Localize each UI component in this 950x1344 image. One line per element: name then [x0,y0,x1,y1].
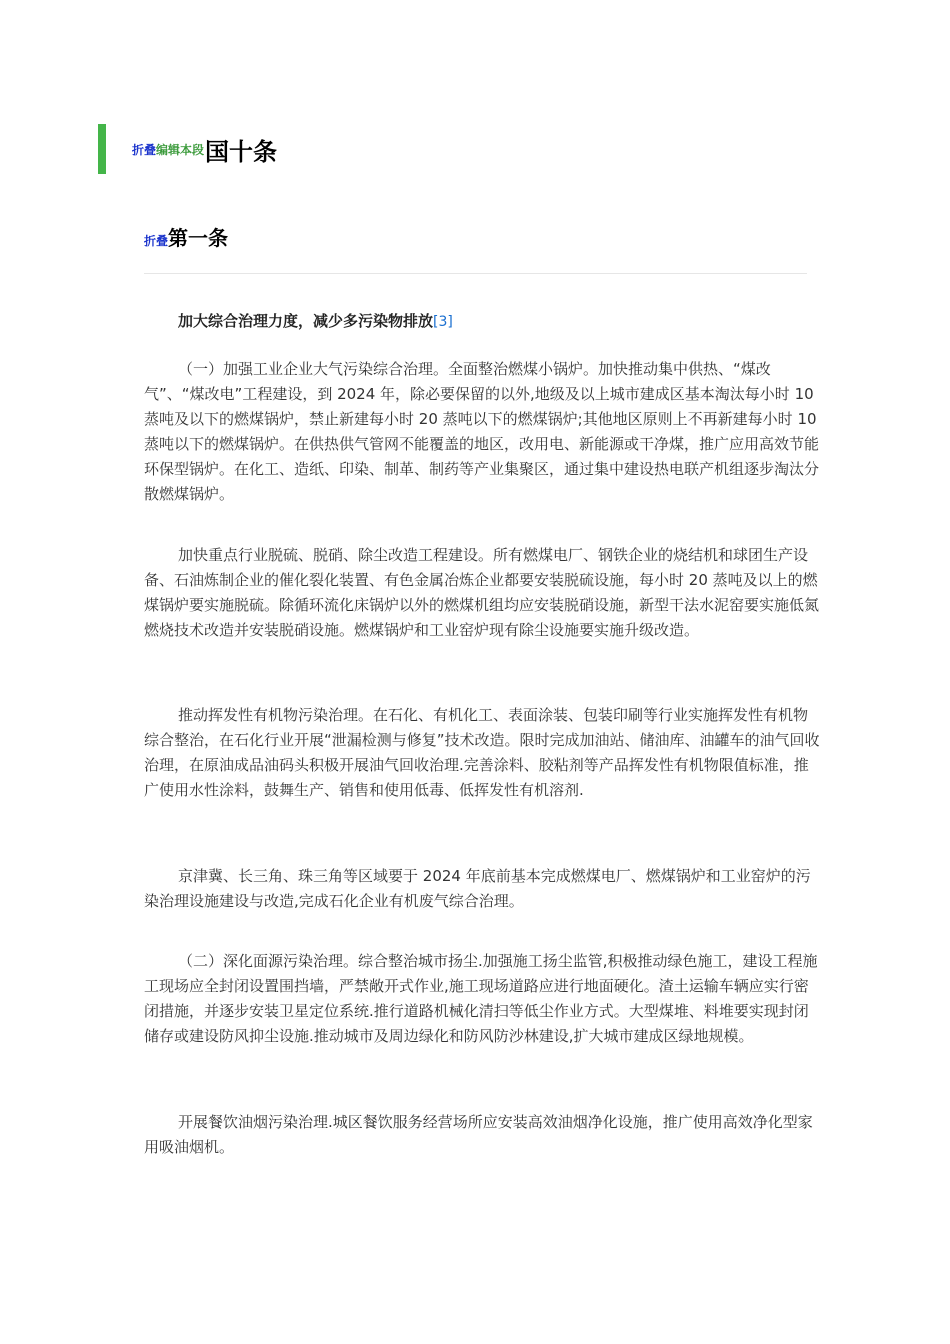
lead-text: 加大综合治理力度，减少多污染物排放 [178,312,434,330]
subsection-header [144,222,228,251]
subsection-title: 第一条 [168,226,229,250]
paragraph-3: 推动挥发性有机物污染治理。在石化、有机化工、表面涂装、包装印刷等行业实施挥发性有机物综合整治，在石化行业开展“泄漏检测与修复”技术改造。限时完成加油站、储油库、油罐车的油气回收治理，在原油成品油码头积极开展油气回收治理.完善涂料、胶粘剂等产品挥发性有机物限值标准，推广使用水性涂料，鼓舞生产、销售和使用低毒、低挥发性有机溶剂. [144,706,820,799]
paragraph-2: 加快重点行业脱硫、脱硝、除尘改造工程建设。所有燃煤电厂、钢铁企业的烧结机和球团生产设备、石油炼制企业的催化裂化装置、有色金属冶炼企业都要安装脱硫设施，每小时 20 蒸吨及以上的燃煤锅炉要实施脱硫。除循环流化床锅炉以外的燃煤机组均应安装脱硝设施，新型干法水泥窑要实施低氮燃烧技术改造并安装脱硝设施。燃煤锅炉和工业窑炉现有除尘设施要实施升级改造。 [144,546,820,639]
paragraph-1: （一）加强工业企业大气污染综合治理。全面整治燃煤小锅炉。加快推动集中供热、“煤改气”、“煤改电”工程建设，到 2024 年，除必要保留的以外,地级及以上城市建成区基本淘汰每小时 10 蒸吨及以下的燃煤锅炉，禁止新建每小时 20 蒸吨以下的燃煤锅炉;其他地区原则上不再新建每小时 10 蒸吨以下的燃煤锅炉。在供热供气管网不能覆盖的地区，改用电、新能源或干净煤，推广应用高效节能环保型锅炉。在化工、造纸、印染、制革、制药等产业集聚区，通过集中建设热电联产机组逐步淘汰分散燃煤锅炉。 [144,360,820,503]
citation-link[interactable]: [3] [433,314,453,330]
section-header [98,124,277,174]
paragraph-4: 京津冀、长三角、珠三角等区域要于 2024 年底前基本完成燃煤电厂、燃煤锅炉和工业窑炉的污染治理设施建设与改造,完成石化企业有机废气综合治理。 [144,867,811,910]
edit-section-link[interactable]: 编辑本段 [156,142,205,157]
subsection-fold-link[interactable]: 折叠 [144,234,169,248]
paragraph-5: （二）深化面源污染治理。综合整治城市扬尘.加强施工扬尘监管,积极推动绿色施工，建设工程施工现场应全封闭设置围挡墙，严禁敞开式作业,施工现场道路应进行地面硬化。渣土运输车辆应实行密闭措施，并逐步安装卫星定位系统.推行道路机械化清扫等低尘作业方式。大型煤堆、料堆要实现封闭储存或建设防风抑尘设施.推动城市及周边绿化和防风防沙林建设,扩大城市建成区绿地规模。 [144,952,818,1045]
divider [144,273,807,274]
section-title: 国十条 [205,137,278,166]
section-accent-bar [98,124,106,174]
paragraph-6: 开展餐饮油烟污染治理.城区餐饮服务经营场所应安装高效油烟净化设施，推广使用高效净化型家用吸油烟机。 [144,1113,813,1156]
lead-heading [178,310,453,331]
fold-link[interactable]: 折叠 [132,142,157,157]
